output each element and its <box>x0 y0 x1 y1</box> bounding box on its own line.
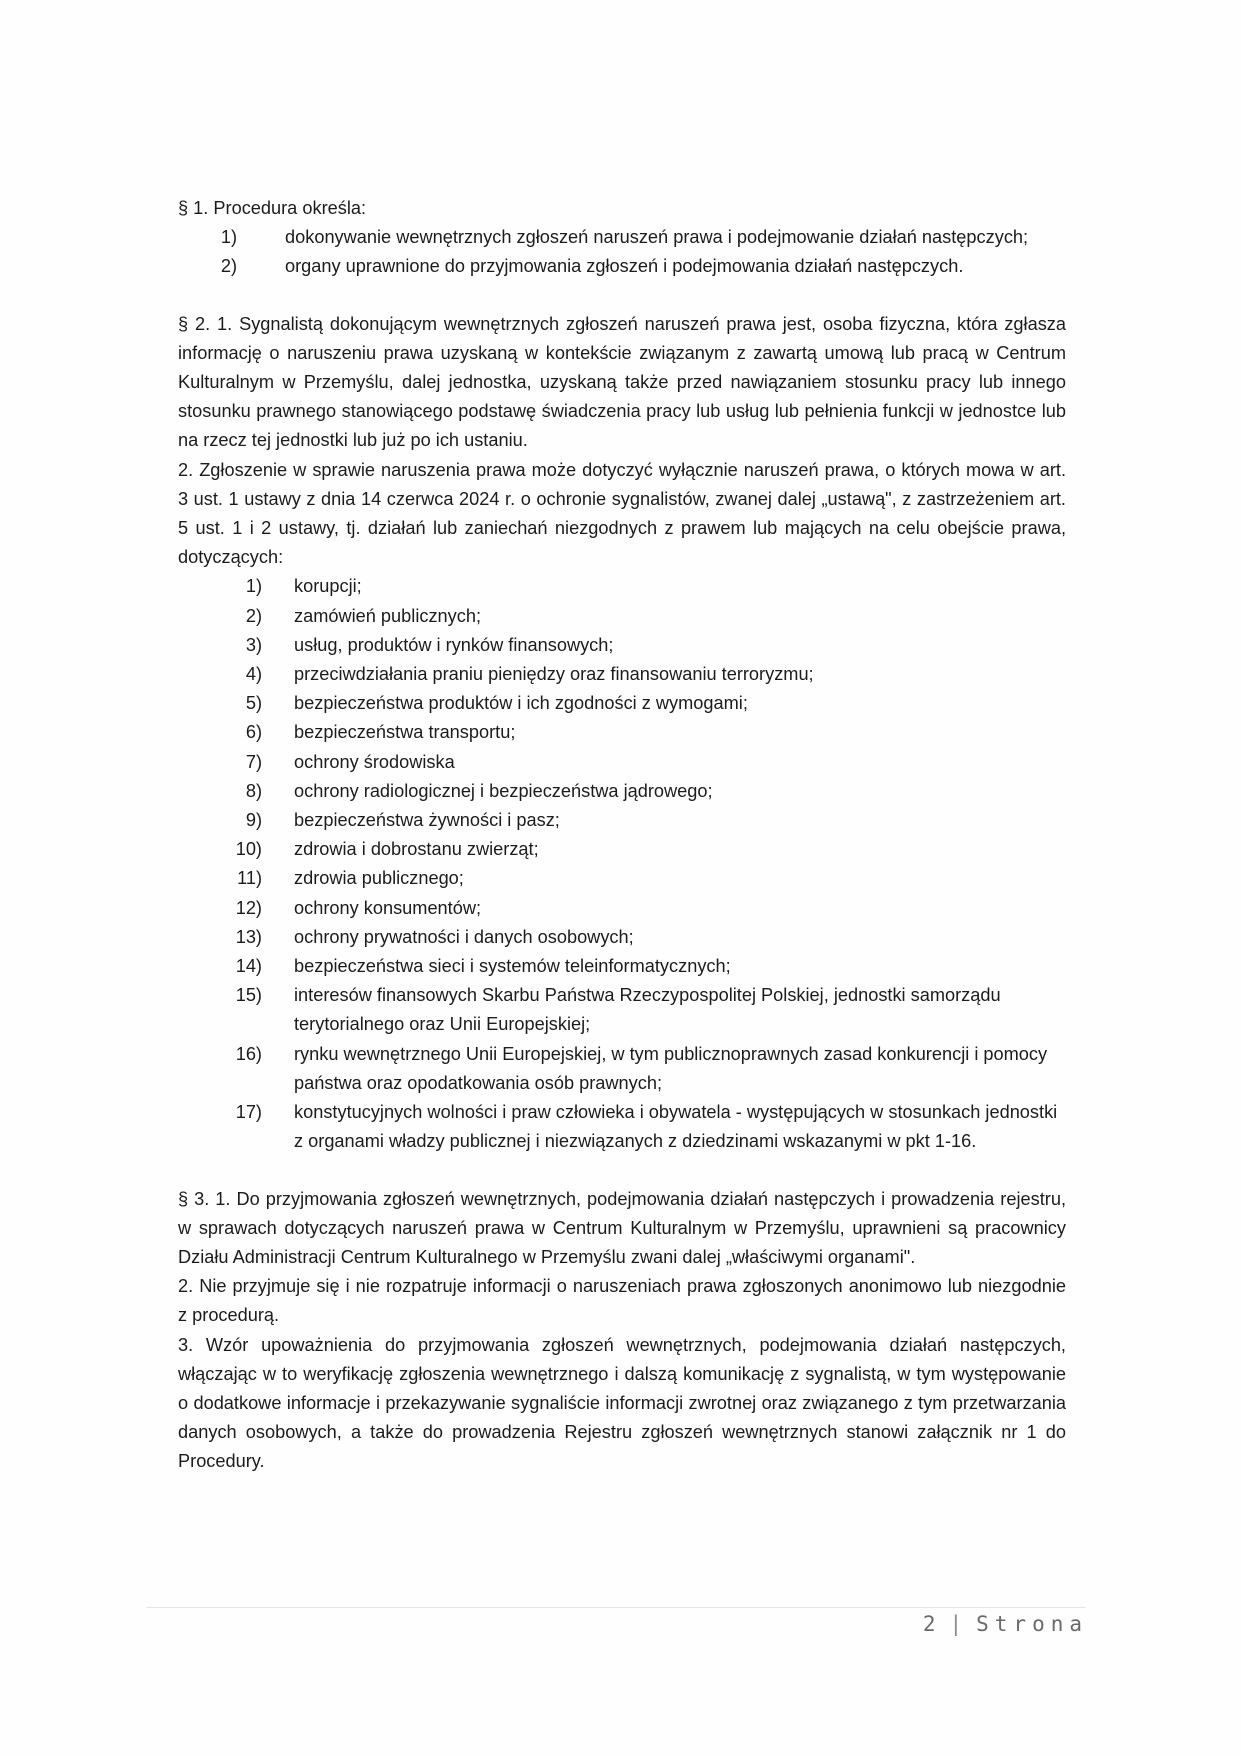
list-item <box>178 923 1066 952</box>
list-item-text: dokonywanie wewnętrznych zgłoszeń naruszeń prawa i podejmowanie działań następczych; <box>285 227 1029 248</box>
list-item-text: ochrony środowiska <box>294 751 455 772</box>
list-item-text: bezpieczeństwa transportu; <box>294 722 516 743</box>
list-item-text: usług, produktów i rynków finansowych; <box>294 634 614 655</box>
list-item <box>178 223 1066 252</box>
list-item <box>178 689 1066 718</box>
list-item <box>178 777 1066 806</box>
page-footer <box>923 1612 1088 1636</box>
list-item-number: 2) <box>220 256 237 277</box>
list-item-number: 17) <box>235 1102 262 1123</box>
footer-divider <box>146 1607 1086 1608</box>
list-item-number: 6) <box>245 722 262 743</box>
list-item-text: bezpieczeństwa żywności i pasz; <box>294 810 560 831</box>
list-item-text: organy uprawnione do przyjmowania zgłoszeń i podejmowania działań następczych. <box>285 256 964 277</box>
page-word: Strona <box>976 1612 1088 1636</box>
list-item-number: 1) <box>245 576 262 597</box>
list-item-text: rynku wewnętrznego Unii Europejskiej, w tym publicznoprawnych zasad konkurencji i pomocy państwa oraz opodatkowania osób prawnych; <box>294 1043 1048 1093</box>
list-item-number: 1) <box>220 227 237 248</box>
list-item-text: zamówień publicznych; <box>294 605 482 626</box>
list-item-text: interesów finansowych Skarbu Państwa Rzeczypospolitej Polskiej, jednostki samorządu terytorialnego oraz Unii Europejskiej; <box>294 985 1001 1035</box>
page-number: 2 <box>922 1612 942 1636</box>
list-item-text: zdrowia publicznego; <box>294 868 464 889</box>
list-item-number: 4) <box>245 664 262 685</box>
section-3-paragraph-2: 2. Nie przyjmuje się i nie rozpatruje informacji o naruszeniach prawa zgłoszonych anonimowo lub niezgodnie z procedurą. <box>178 1276 1066 1326</box>
list-item <box>178 952 1066 981</box>
section-3-paragraph-3: 3. Wzór upoważnienia do przyjmowania zgłoszeń wewnętrznych, podejmowania działań następczych, włączając w to weryfikację zgłoszenia wewnętrznego i dalszą komunikację z sygnalistą, w tym występowanie o dodatkowe informacje i przekazywanie sygnaliście informacji zwrotnej oraz związanego z tym przetwarzania danych osobowych, a także do prowadzenia Rejestru zgłoszeń wewnętrznych stanowi załącznik nr 1 do Procedury. <box>178 1334 1066 1472</box>
list-item-number: 2) <box>245 605 262 626</box>
list-item-text: konstytucyjnych wolności i praw człowieka i obywatela - występujących w stosunkach jednostki z organami władzy publicznej i niezwiązanych z dziedzinami wskazanymi w pkt 1-16. <box>294 1102 1058 1152</box>
list-item <box>178 572 1066 601</box>
list-item-number: 3) <box>245 634 262 655</box>
list-item <box>178 835 1066 864</box>
list-item-number: 5) <box>245 693 262 714</box>
list-item-text: ochrony konsumentów; <box>294 897 482 918</box>
section-1-list <box>178 223 1066 281</box>
list-item <box>178 981 1066 1039</box>
list-item <box>178 864 1066 893</box>
list-item <box>178 894 1066 923</box>
list-item-number: 9) <box>245 810 262 831</box>
list-item-text: przeciwdziałania praniu pieniędzy oraz finansowaniu terroryzmu; <box>294 664 814 685</box>
list-item <box>178 252 1066 281</box>
list-item-number: 7) <box>245 751 262 772</box>
document-body <box>178 194 1066 1477</box>
section-1-heading: § 1. Procedura określa: <box>178 198 367 218</box>
list-item-text: zdrowia i dobrostanu zwierząt; <box>294 839 539 860</box>
list-item <box>178 718 1066 747</box>
section-2-paragraph-1: § 2. 1. Sygnalistą dokonującym wewnętrznych zgłoszeń naruszeń prawa jest, osoba fizyczna, która zgłasza informację o naruszeniu prawa uzyskaną w kontekście związanym z zawartą umową lub pracą w Centrum Kulturalnym w Przemyślu, dalej jednostka, uzyskaną także przed nawiązaniem stosunku pracy lub innego stosunku prawnego stanowiącego podstawę świadczenia pracy lub usług lub pełnienia funkcji w jednostce lub na rzecz tej jednostki lub już po ich ustaniu. <box>178 313 1066 451</box>
section-3-paragraph-1: § 3. 1. Do przyjmowania zgłoszeń wewnętrznych, podejmowania działań następczych i prowadzenia rejestru, w sprawach dotyczących naruszeń prawa w Centrum Kulturalnym w Przemyślu, uprawnieni są pracownicy Działu Administracji Centrum Kulturalnego w Przemyślu zwani dalej „właściwymi organami". <box>178 1188 1066 1267</box>
section-2-list <box>178 572 1066 1156</box>
list-item <box>178 631 1066 660</box>
list-item <box>178 806 1066 835</box>
list-item <box>178 1040 1066 1098</box>
list-item-number: 10) <box>235 839 262 860</box>
list-item-number: 16) <box>235 1043 262 1064</box>
list-item-number: 12) <box>235 897 262 918</box>
section-2-paragraph-2: 2. Zgłoszenie w sprawie naruszenia prawa może dotyczyć wyłącznie naruszeń prawa, o których mowa w art. 3 ust. 1 ustawy z dnia 14 czerwca 2024 r. o ochronie sygnalistów, zwanej dalej „ustawą", z zastrzeżeniem art. 5 ust. 1 i 2 ustawy, tj. działań lub zaniechań niezgodnych z prawem lub mających na celu obejście prawa, dotyczących: <box>178 459 1066 568</box>
list-item-text: ochrony radiologicznej i bezpieczeństwa jądrowego; <box>294 780 713 801</box>
page-footer-separator: | <box>949 1612 969 1636</box>
list-item-number: 14) <box>235 956 262 977</box>
list-item-number: 15) <box>235 985 262 1006</box>
list-item-text: bezpieczeństwa sieci i systemów teleinformatycznych; <box>294 956 731 977</box>
list-item <box>178 1098 1066 1156</box>
list-item-number: 13) <box>235 926 262 947</box>
list-item-number: 11) <box>237 868 262 889</box>
list-item <box>178 602 1066 631</box>
list-item-text: bezpieczeństwa produktów i ich zgodności z wymogami; <box>294 693 748 714</box>
list-item <box>178 748 1066 777</box>
list-item-text: korupcji; <box>294 576 362 597</box>
list-item <box>178 660 1066 689</box>
list-item-text: ochrony prywatności i danych osobowych; <box>294 926 634 947</box>
list-item-number: 8) <box>245 780 262 801</box>
